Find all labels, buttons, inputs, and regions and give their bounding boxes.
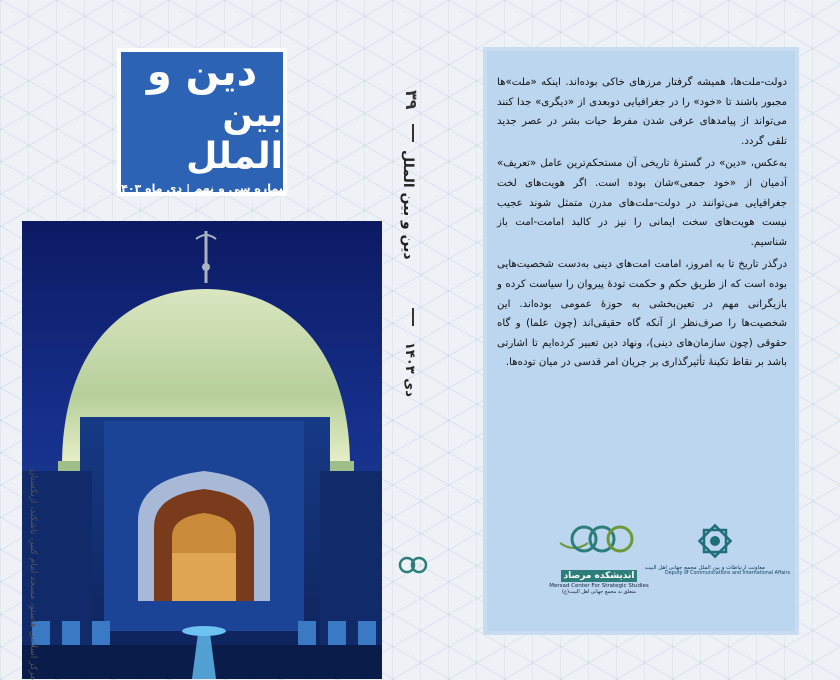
back-cover-text: [497, 73, 787, 376]
back-cover: [483, 47, 799, 635]
spine-title: دین و بین الملل: [400, 150, 416, 260]
assembly-english-name: Deputy of Communications and International Affairs: [665, 571, 790, 576]
title-block: [114, 48, 290, 196]
assembly-persian-name: معاونت ارتباطات و بین الملل مجمع جهانی اهل البیت: [644, 565, 765, 571]
mersad-english: Mersad Center For Strategic Studies: [549, 583, 649, 589]
mosque-illustration: [22, 221, 382, 679]
title-line-1: دین و: [146, 48, 258, 95]
back-paragraph-2: به‌عکس، «دین» در گسترهٔ تاریخی آن مستحکم‌ترین عامل «تعریف» آدمیان از «خود جمعی»شان بوده است. اگر هویت‌های لخت جغرافیایی می‌توانند در دولت-ملت‌های مدرن متمثل شوند عجیب نیست هویت‌های سخت ایمانی را نیز در کالبد امامت-امت باز شناسیم.: [497, 158, 787, 248]
title-line-2: بین الملل: [186, 93, 283, 177]
spine-logo-icon: [398, 552, 428, 578]
issue-number-text: شماره سی و نهم: [194, 181, 290, 195]
star-emblem-icon: [695, 521, 735, 561]
spine-date: دی ۱۴۰۳: [402, 342, 417, 397]
mersad-subtitle: متعلق به مجمع جهانی اهل البیت(ع): [562, 589, 636, 595]
issue-line: شماره سی و نهم|دی ماه ۱۴۰۳: [114, 181, 290, 195]
front-cover: [22, 0, 384, 679]
spine-divider: [412, 308, 414, 326]
cover-photo-mosque: [22, 221, 382, 679]
spine-issue-number: ۳۹: [402, 90, 421, 110]
issue-date: دی ماه ۱۴۰۳: [114, 181, 183, 195]
back-paragraph-3: درگذر تاریخ تا به امروز، امامت امت‌های دینی به‌دست شخصیت‌هایی بوده است که از طریق حکم و حکمت تودهٔ پیروان را سیاست کرده و بازیگرانی مهم در تعین‌بخشی به حوزهٔ عمومی بوده‌اند. این شخصیت‌ها را صرف‌نظر از آنکه گاه حقیقی‌اند (چون علما) و گاه حقوقی (چون سازمان‌های دینی)، ونهاد دین تعبیر کرده‌ایم تا اشارتی باشد بر نقاط تکینهٔ تأثیرگذاری بر جریان امر قدسی در میان توده‌ها.: [497, 259, 787, 369]
mersad-logo: [549, 519, 649, 595]
spine: [392, 80, 436, 600]
spine-divider: [412, 124, 414, 142]
back-paragraph-1: دولت-ملت‌ها، همیشه گرفتار مرزهای خاکی بوده‌اند. اینکه «ملت»ها مجبور باشند تا «خود» را در جغرافیایی دوبعدی از «دیگری» جدا کنند می‌تواند از پیامدهای عرفی شدن مفرط حیات بشر در عصر جدید تلقی گردد.: [497, 77, 787, 147]
mersad-name: اندیشکده مرصاد: [561, 570, 638, 582]
photo-caption: مرکز اسلامی هاستو، مسجد امام کبیر، تاشکند، ازبکستان: [28, 468, 38, 680]
ahlulbayt-assembly-logo: [644, 521, 790, 576]
mersad-logo-icon: [554, 519, 644, 559]
